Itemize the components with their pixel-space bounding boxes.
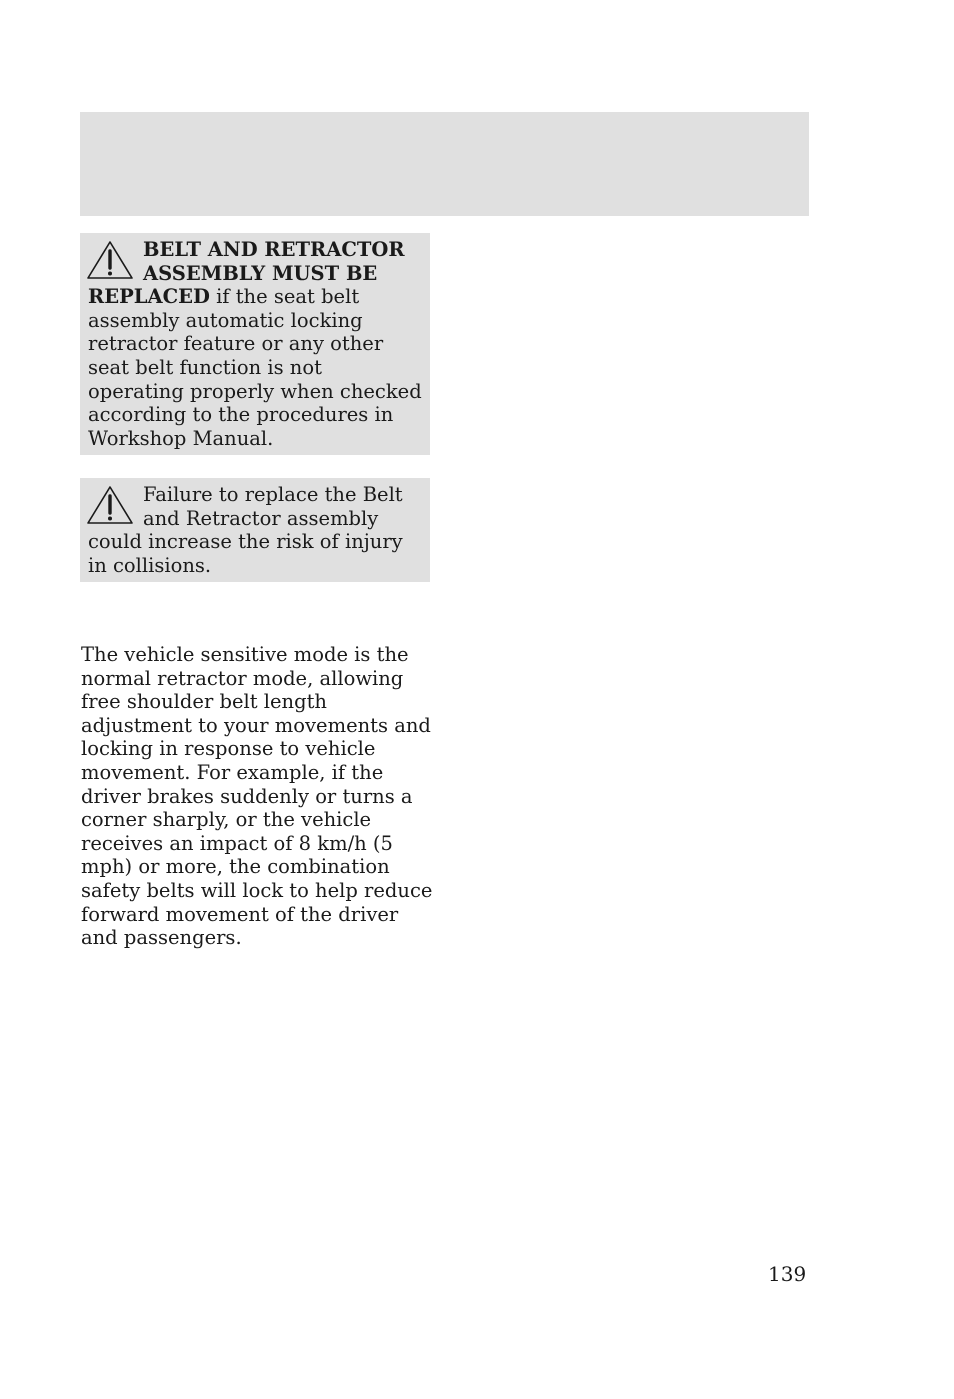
warning-triangle-icon [86,485,134,525]
warning-text: Failure to replace the Belt and Retractor assembly could increase the risk of injury in collisions. [88,483,403,577]
warning-text: if the seat belt assembly automatic locking retractor feature or any other seat belt function is not operating properly when checked according to the procedures in Workshop Manual. [88,285,422,450]
warning-triangle-icon [86,240,134,280]
page-number: 139 [768,1262,807,1286]
warning-box-failure-risk [80,478,430,582]
warning-bold-text: BELT AND RETRACTOR ASSEMBLY MUST BE REPLACED [88,238,405,309]
body-paragraph: The vehicle sensitive mode is the normal retractor mode, allowing free shoulder belt length adjustment to your movements and locking in response to vehicle movement. For example, if the driver brakes suddenly or turns a corner sharply, or the vehicle receives an impact of 8 km/h (5 mph) or more, the combination safety belts will lock to help reduce forward movement of the driver and passengers. [81,643,433,950]
header-band [80,112,809,216]
warning-box-replace-assembly [80,233,430,455]
